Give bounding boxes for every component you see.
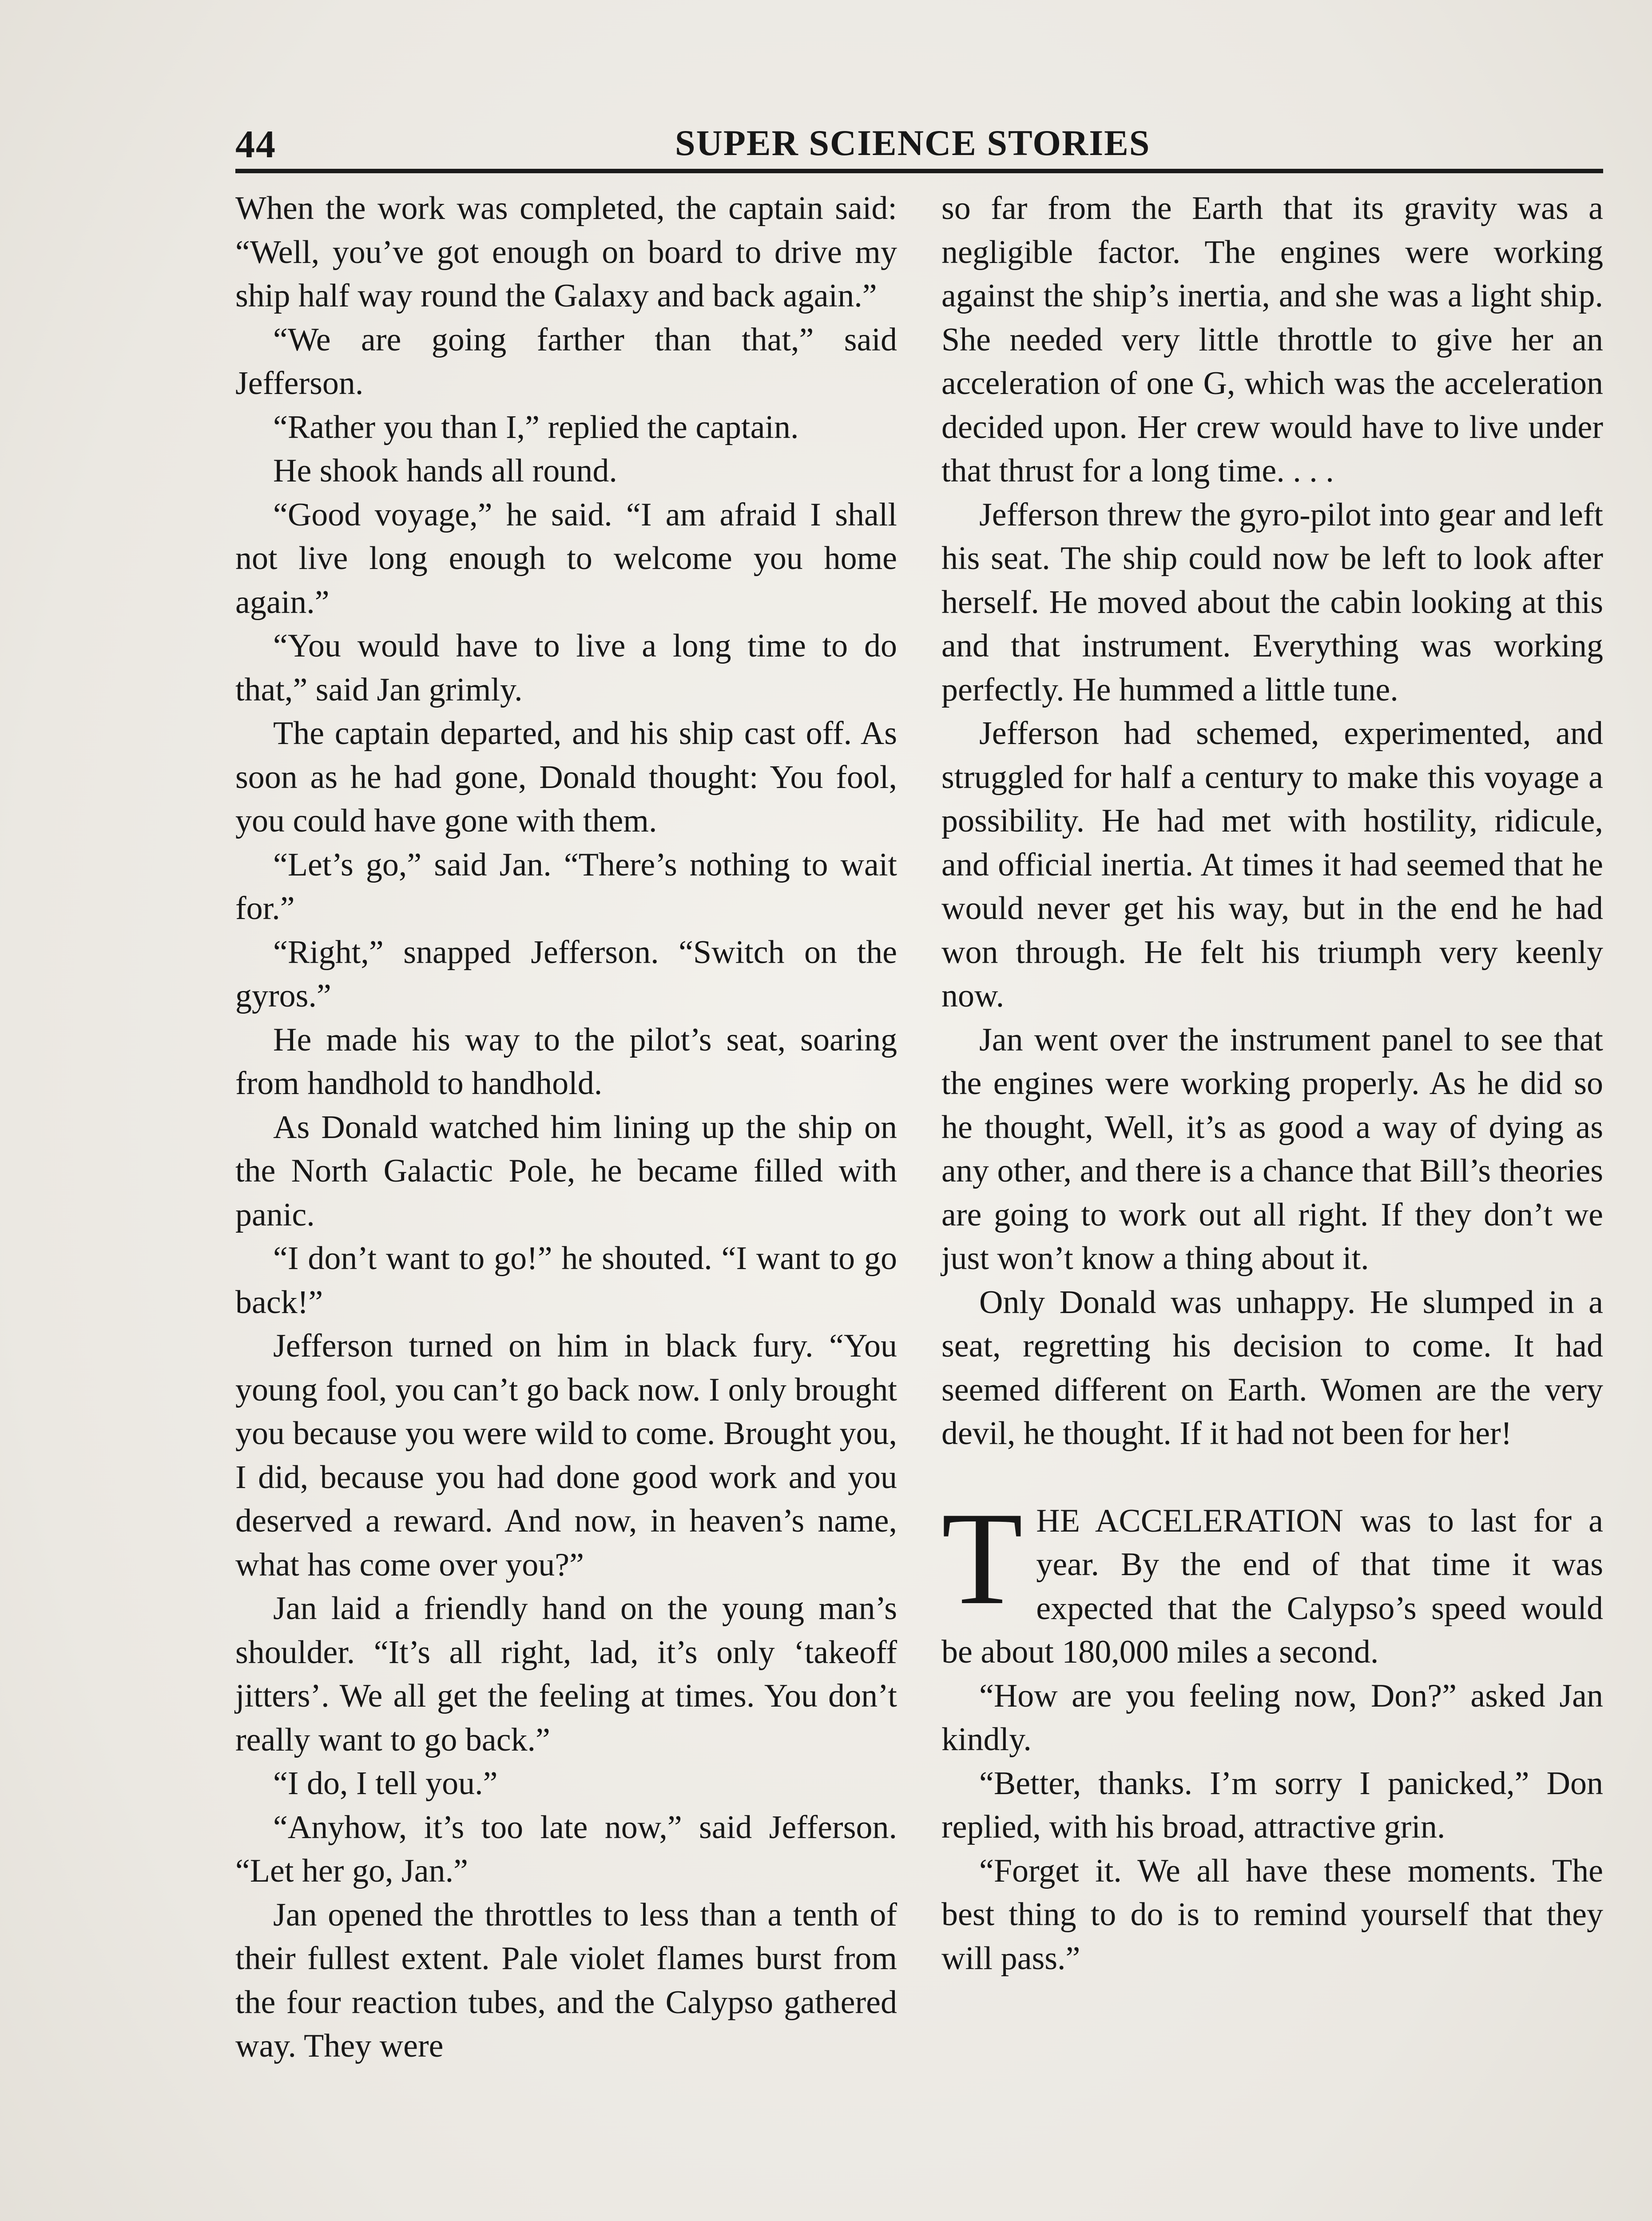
paragraph: When the work was completed, the captain said: “Well, you’ve got enough on board to drive my ship half way round the Galaxy and back again.” xyxy=(235,190,897,314)
paragraph: Jefferson turned on him in black fury. “You young fool, you can’t go back now. I only brought you because you were wild to come. Brought you, I did, because you had done good work and you deserved a reward. And now, in heaven’s name, what has come over you?” xyxy=(235,1328,897,1583)
paragraph: The captain departed, and his ship cast off. As soon as he had gone, Donald thought: You fool, you could have gone with them. xyxy=(235,715,897,839)
page-number: 44 xyxy=(235,123,276,166)
paragraph: “How are you feeling now, Don?” asked Jan kindly. xyxy=(941,1677,1603,1758)
paragraph: “Right,” snapped Jefferson. “Switch on the gyros.” xyxy=(235,934,897,1014)
right-column xyxy=(941,187,1603,1980)
paragraph: Jefferson had schemed, experimented, and struggled for half a century to make this voyage a possibility. He had met with hostility, ridicule, and official inertia. At times it had seemed that he would never get his way, but in the end he had won through. He felt his triumph very keenly now. xyxy=(941,715,1603,1014)
paragraph: “Rather you than I,” replied the captain. xyxy=(273,409,799,446)
paragraph: “You would have to live a long time to do that,” said Jan grimly. xyxy=(235,628,897,708)
left-column xyxy=(235,187,897,2068)
paragraph: Jan laid a friendly hand on the young man’s shoulder. “It’s all right, lad, it’s only ‘takeoff jitters’. We all get the feeling at times. You don’t really want to go back.” xyxy=(235,1590,897,1758)
paragraph: He made his way to the pilot’s seat, soaring from handhold to handhold. xyxy=(235,1021,897,1102)
section-break xyxy=(941,1456,1603,1499)
paragraph: Jan went over the instrument panel to see that the engines were working properly. As he did so he thought, Well, it’s as good a way of dying as any other, and there is a chance that Bill’s theories are going to work out all right. If they don’t we just won’t know a thing about it. xyxy=(941,1021,1603,1277)
drop-cap-letter: T xyxy=(941,1484,1023,1632)
drop-cap-paragraph: THE ACCELERATION was to last for a year. By the end of that time it was expected that the Calypso’s speed would be about 180,000 miles a second. xyxy=(941,1484,1603,1670)
paragraph: “Let’s go,” said Jan. “There’s nothing to wait for.” xyxy=(235,846,897,927)
running-title: SUPER SCIENCE STORIES xyxy=(675,123,1151,163)
paragraph: “Anyhow, it’s too late now,” said Jefferson. “Let her go, Jan.” xyxy=(235,1809,897,1889)
paragraph: “Forget it. We all have these moments. The best thing to do is to remind yourself that they will pass.” xyxy=(941,1852,1603,1977)
paragraph: “I do, I tell you.” xyxy=(273,1765,498,1802)
paragraph: “We are going farther than that,” said Jefferson. xyxy=(235,321,897,402)
header-rule xyxy=(235,169,1603,173)
paragraph: He shook hands all round. xyxy=(273,453,617,489)
paragraph: Jan opened the throttles to less than a tenth of their fullest extent. Pale violet flames burst from the four reaction tubes, and the Calypso gathered way. They were xyxy=(235,1896,897,2064)
paragraph: “I don’t want to go!” he shouted. “I want to go back!” xyxy=(235,1240,897,1321)
paragraph: As Donald watched him lining up the ship on the North Galactic Pole, he became filled with panic. xyxy=(235,1109,897,1233)
paragraph: so far from the Earth that its gravity was a negligible factor. The engines were working against the ship’s inertia, and she was a light ship. She needed very little throttle to give her an acceleration of one G, which was the acceleration decided upon. Her crew would have to live under that thrust for a long time. . . . xyxy=(941,190,1603,489)
paragraph: “Better, thanks. I’m sorry I panicked,” Don replied, with his broad, attractive grin. xyxy=(941,1765,1603,1845)
paragraph: Jefferson threw the gyro-pilot into gear and left his seat. The ship could now be left to look after herself. He moved about the cabin looking at this and that instrument. Everything was working perfectly. He hummed a little tune. xyxy=(941,496,1603,708)
paragraph: “Good voyage,” he said. “I am afraid I shall not live long enough to welcome you home again.” xyxy=(235,496,897,621)
page-header xyxy=(235,118,1608,171)
paragraph: Only Donald was unhappy. He slumped in a seat, regretting his decision to come. It had seemed different on Earth. Women are the very devil, he thought. If it had not been for her! xyxy=(941,1284,1603,1452)
